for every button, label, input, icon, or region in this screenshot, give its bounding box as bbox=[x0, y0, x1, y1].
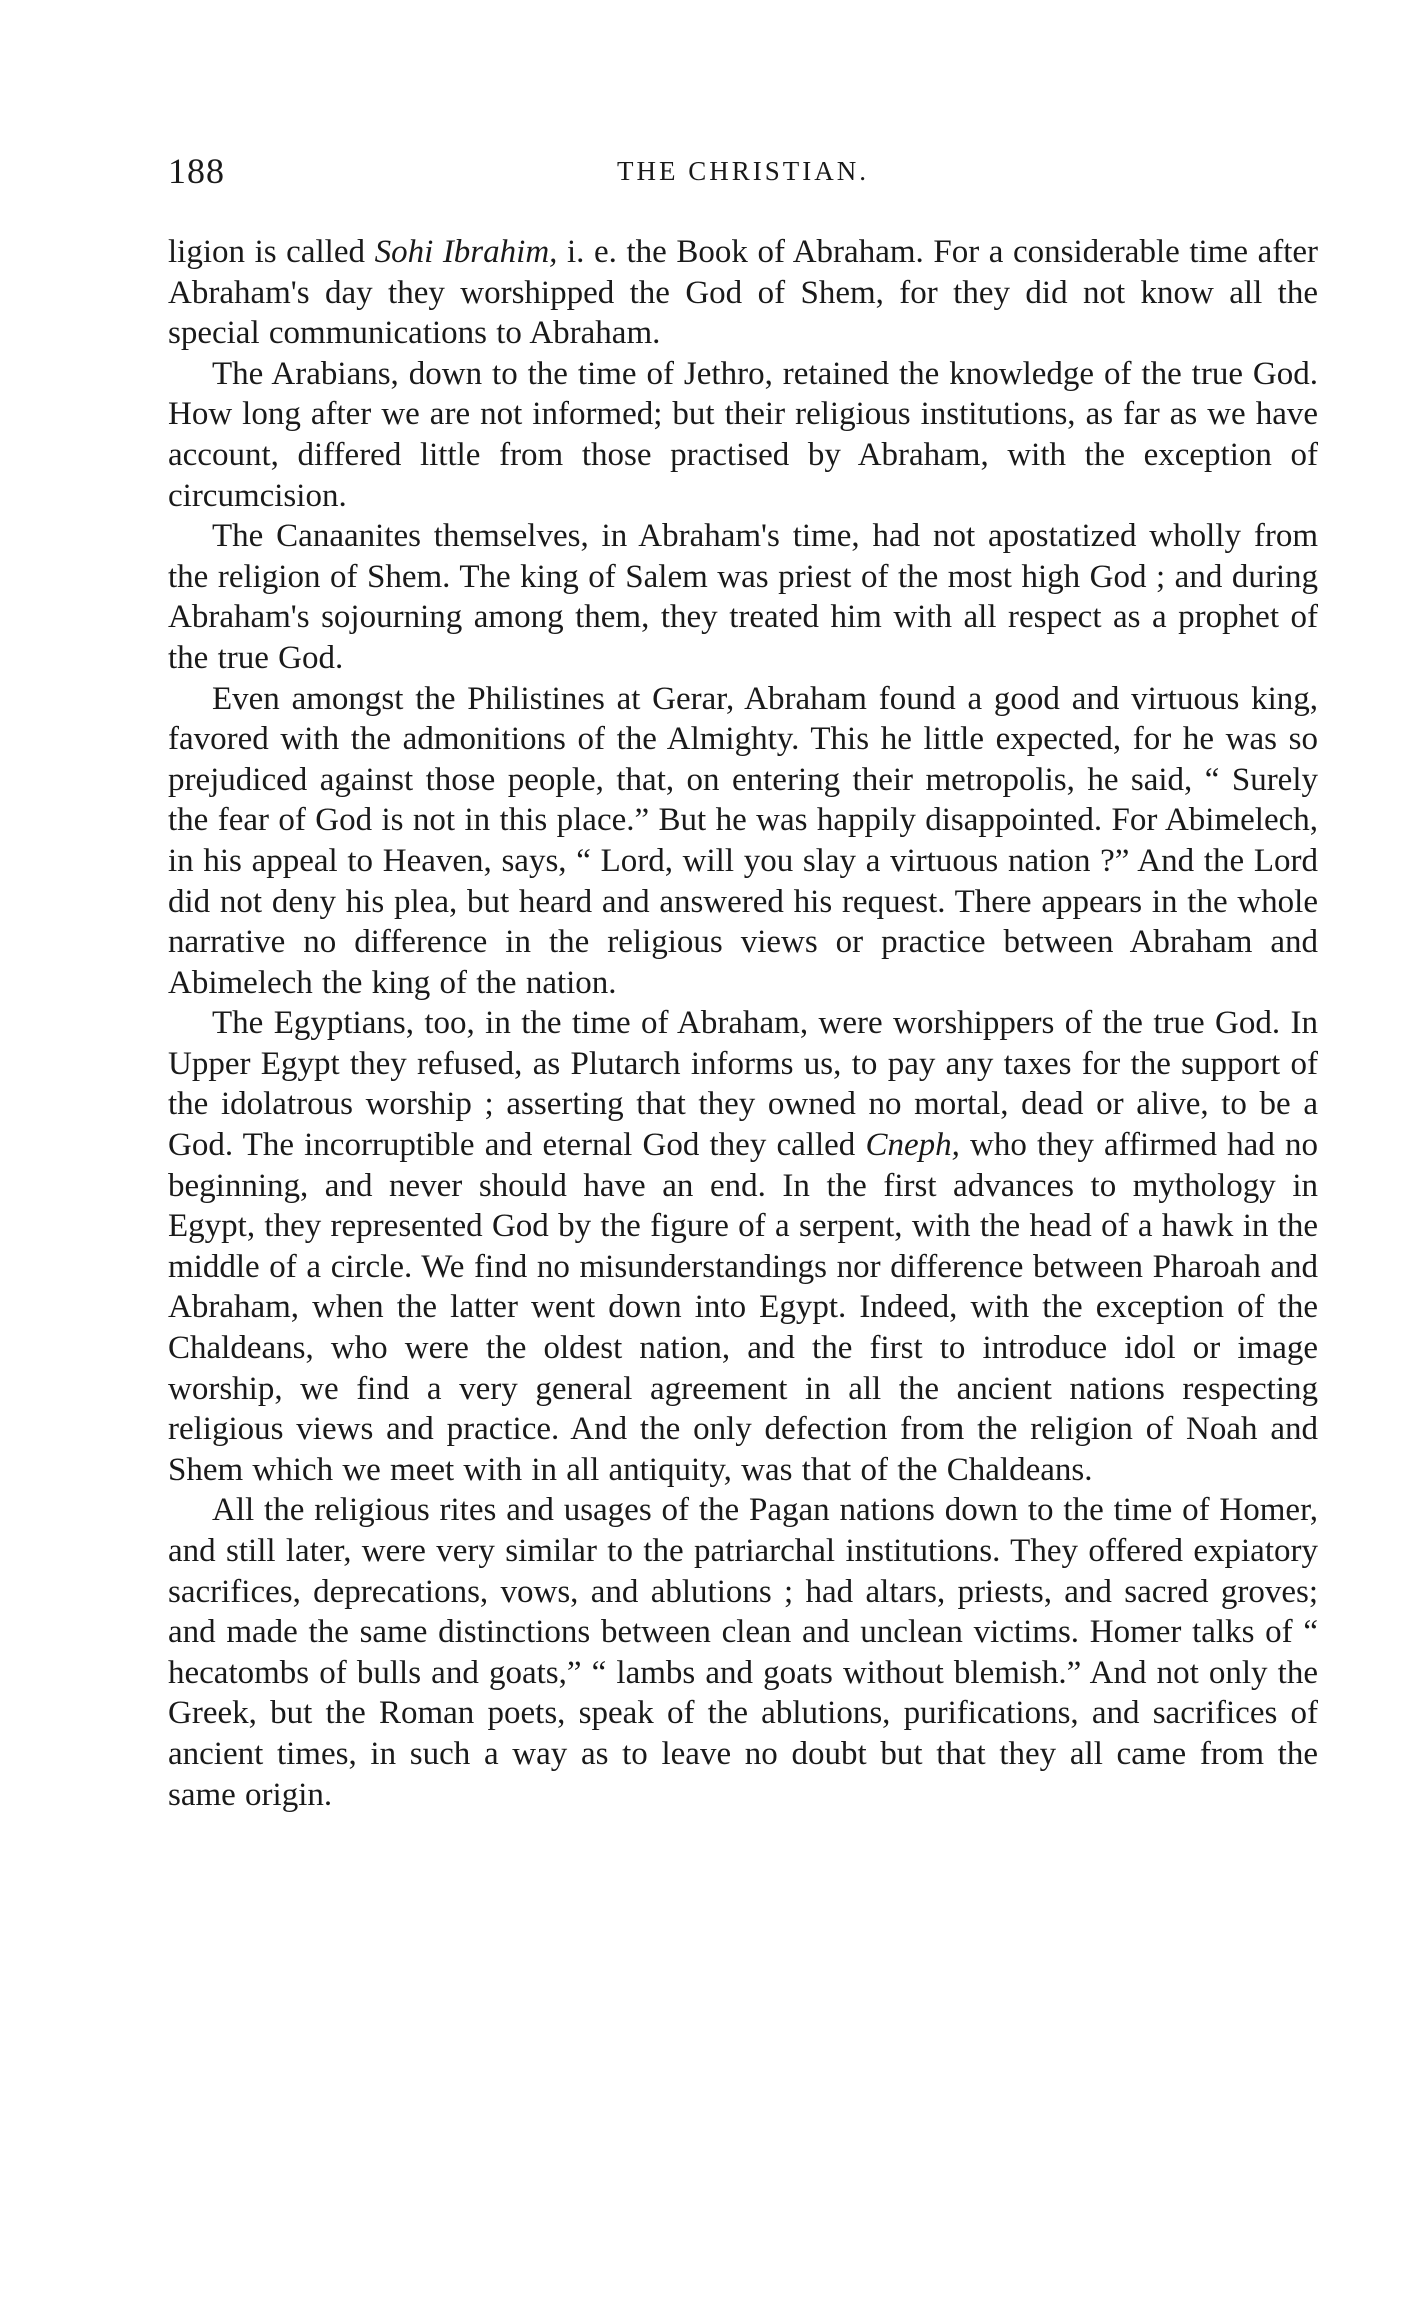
page-number: 188 bbox=[168, 151, 225, 191]
paragraph-1-text-1: ligion is called bbox=[168, 234, 375, 270]
book-page bbox=[168, 150, 1318, 1815]
running-title: THE CHRISTIAN. bbox=[617, 156, 869, 186]
paragraph-5 bbox=[168, 1003, 1318, 1490]
paragraph-6-text: All the religious rites and usages of the Pagan nations down to the time of Homer, and still later, were very similar to the patriarchal institutions. They offered expiatory sacrifices, deprecations, vows, and ablutions ; had altars, priests, and sacred groves; and made the same distinctions between clean and unclean victims. Homer talks of “ hecatombs of bulls and goats,” “ lambs and goats without blemish.” And not only the Greek, but the Roman poets, speak of the ablutions, purifications, and sacrifices of ancient times, in such a way as to leave no doubt but that they all came from the same origin. bbox=[168, 1492, 1318, 1813]
paragraph-4 bbox=[168, 679, 1318, 1004]
paragraph-6 bbox=[168, 1490, 1318, 1815]
paragraph-2-text: The Arabians, down to the time of Jethro, retained the knowledge of the true God. How long after we are not informed; but their religious institutions, as far as we have account, differed little from those practised by Abraham, with the exception of circumcision. bbox=[168, 355, 1318, 514]
paragraph-5-text-2: who they affirmed had no beginning, and never should have an end. In the first advances to mythology in Egypt, they represented God by the figure of a serpent, with the head of a hawk in the middle of a circle. We find no misunderstandings nor difference between Pharoah and Abraham, when the latter went down into Egypt. Indeed, with the exception of the Chaldeans, who were the oldest nation, and the first to introduce idol or image worship, we find a very general agreement in all the ancient nations respecting religious views and practice. And the only defection from the religion of Noah and Shem which we meet with in all antiquity, was that of the Chaldeans. bbox=[168, 1127, 1319, 1488]
paragraph-1-text-2: i. e. the Book of Abraham. For a considerable time after Abraham's day they worshipped the God of Shem, for they did not know all the special communications to Abraham. bbox=[168, 234, 1319, 352]
book-title-sohi-ibrahim: Sohi Ibrahim, bbox=[374, 234, 558, 270]
running-head bbox=[168, 150, 1318, 210]
paragraph-5-text-1: The Egyptians, too, in the time of Abraham, were worshippers of the true God. In Upper Egypt they refused, as Plutarch informs us, to pay any taxes for the support of the idolatrous worship ; asserting that they owned no mortal, dead or alive, to be a God. The incorruptible and eternal God they called bbox=[168, 1005, 1318, 1164]
paragraph-2 bbox=[168, 354, 1318, 516]
paragraph-3 bbox=[168, 516, 1318, 678]
paragraph-3-text: The Canaanites themselves, in Abraham's time, had not apostatized wholly from the religion of Shem. The king of Salem was priest of the most high God ; and during Abraham's sojourning among them, they treated him with all respect as a prophet of the true God. bbox=[168, 518, 1318, 676]
paragraph-1 bbox=[168, 232, 1318, 354]
paragraph-4-text: Even amongst the Philistines at Gerar, Abraham found a good and virtuous king, favored with the admonitions of the Almighty. This he little expected, for he was so prejudiced against those people, that, on entering their metropolis, he said, “ Surely the fear of God is not in this place.” But he was happily disappointed. For Abimelech, in his appeal to Heaven, says, “ Lord, will you slay a virtuous nation ?” And the Lord did not deny his plea, but heard and answered his request. There appears in the whole narrative no difference in the religious views or practice between Abraham and Abimelech the king of the nation. bbox=[168, 680, 1318, 1001]
deity-name-cneph: Cneph, bbox=[865, 1127, 960, 1164]
body-text bbox=[168, 232, 1318, 1815]
